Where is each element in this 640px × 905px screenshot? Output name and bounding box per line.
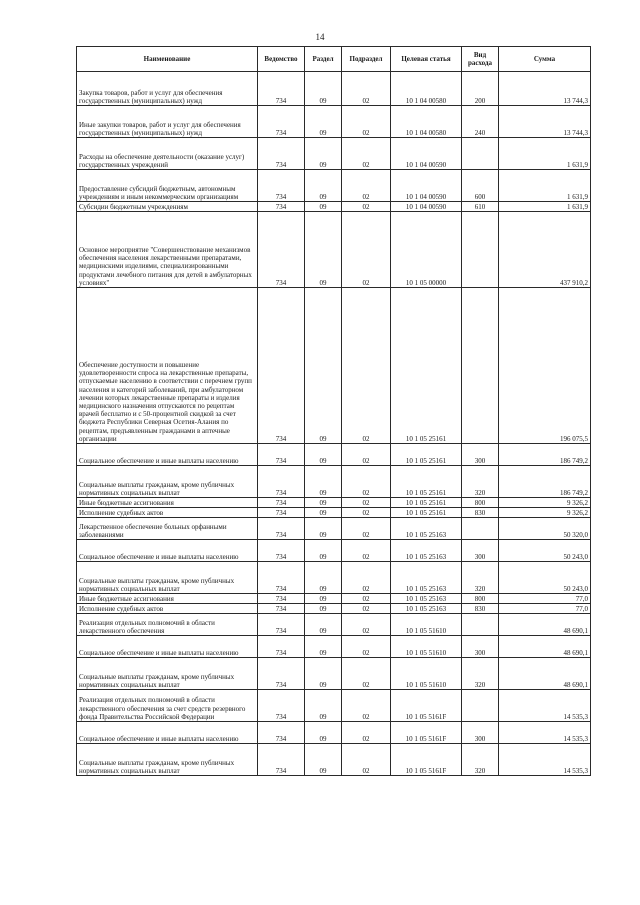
row-section-cell: 09	[305, 288, 342, 444]
row-section-cell: 09	[305, 614, 342, 636]
header-subsection: Подраздел	[342, 47, 391, 72]
row-sum-cell: 50 243,0	[499, 540, 591, 562]
row-name-cell: Социальные выплаты гражданам, кроме публичных нормативных социальных выплат	[77, 466, 258, 498]
table-row	[77, 288, 591, 444]
row-dept-cell: 734	[258, 562, 305, 594]
header-name: Наименование	[77, 47, 258, 72]
row-target-cell: 10 1 05 25161	[391, 444, 462, 466]
row-section-cell: 09	[305, 690, 342, 722]
row-type-cell	[462, 690, 499, 722]
row-dept-cell: 734	[258, 594, 305, 604]
table-row	[77, 744, 591, 776]
row-sum-cell: 13 744,3	[499, 72, 591, 106]
header-dept: Ведомство	[258, 47, 305, 72]
row-subsection-cell: 02	[342, 444, 391, 466]
row-dept-cell: 734	[258, 202, 305, 212]
row-target-cell: 10 1 04 00590	[391, 202, 462, 212]
row-name-cell: Иные бюджетные ассигнования	[77, 498, 258, 508]
row-type-cell: 320	[462, 562, 499, 594]
table-row	[77, 202, 591, 212]
row-dept-cell: 734	[258, 604, 305, 614]
row-type-cell: 320	[462, 466, 499, 498]
row-sum-cell: 196 075,5	[499, 288, 591, 444]
table-row	[77, 212, 591, 288]
row-subsection-cell: 02	[342, 212, 391, 288]
row-subsection-cell: 02	[342, 604, 391, 614]
row-sum-cell: 9 326,2	[499, 498, 591, 508]
row-dept-cell: 734	[258, 518, 305, 540]
row-sum-cell: 1 631,9	[499, 170, 591, 202]
row-target-cell: 10 1 05 25163	[391, 518, 462, 540]
row-subsection-cell: 02	[342, 288, 391, 444]
row-sum-cell: 48 690,1	[499, 614, 591, 636]
row-name-cell: Исполнение судебных актов	[77, 604, 258, 614]
row-target-cell: 10 1 05 5161F	[391, 744, 462, 776]
row-name-cell: Предоставление субсидий бюджетным, автономным учреждениям и иным некоммерческим организациям	[77, 170, 258, 202]
row-subsection-cell: 02	[342, 498, 391, 508]
row-type-cell	[462, 614, 499, 636]
table-row	[77, 170, 591, 202]
row-subsection-cell: 02	[342, 636, 391, 658]
table-body	[77, 72, 591, 776]
row-sum-cell: 50 320,0	[499, 518, 591, 540]
table-header-row	[77, 47, 591, 72]
row-target-cell: 10 1 04 00590	[391, 170, 462, 202]
row-section-cell: 09	[305, 604, 342, 614]
row-sum-cell: 48 690,1	[499, 658, 591, 690]
row-dept-cell: 734	[258, 508, 305, 518]
row-target-cell: 10 1 05 00000	[391, 212, 462, 288]
row-section-cell: 09	[305, 636, 342, 658]
row-dept-cell: 734	[258, 72, 305, 106]
row-name-cell: Основное мероприятие "Совершенствование механизмов обеспечения населения лекарственными препаратами, медицинскими изделиями, специализированными продуктами лечебного питания для детей в амбулаторных условиях"	[77, 212, 258, 288]
row-section-cell: 09	[305, 498, 342, 508]
row-subsection-cell: 02	[342, 540, 391, 562]
header-sum: Сумма	[499, 47, 591, 72]
row-subsection-cell: 02	[342, 562, 391, 594]
table-row	[77, 106, 591, 138]
row-dept-cell: 734	[258, 212, 305, 288]
row-section-cell: 09	[305, 202, 342, 212]
row-name-cell: Социальное обеспечение и иные выплаты населению	[77, 636, 258, 658]
row-section-cell: 09	[305, 594, 342, 604]
row-name-cell: Расходы на обеспечение деятельности (оказание услуг) государственных учреждений	[77, 138, 258, 170]
row-dept-cell: 734	[258, 636, 305, 658]
row-name-cell: Обеспечение доступности и повышение удовлетворенности спроса на лекарственные препараты, отпускаемые населению в соответствии с перечнем групп населения и категорий заболеваний, при амбулаторном лечении которых лекарственные препараты и изделия медицинского назначения отпускаются по рецептам врачей бесплатно и с 50-процентной скидкой за счет бюджета Республики Северная Осетия-Алания по рецептам, предъявленным гражданами в аптечные организации	[77, 288, 258, 444]
row-type-cell: 610	[462, 202, 499, 212]
row-subsection-cell: 02	[342, 614, 391, 636]
row-sum-cell: 48 690,1	[499, 636, 591, 658]
row-name-cell: Реализация отдельных полномочий в области лекарственного обеспечения	[77, 614, 258, 636]
row-section-cell: 09	[305, 722, 342, 744]
row-sum-cell: 50 243,0	[499, 562, 591, 594]
row-dept-cell: 734	[258, 690, 305, 722]
row-section-cell: 09	[305, 212, 342, 288]
table-row	[77, 604, 591, 614]
row-subsection-cell: 02	[342, 658, 391, 690]
table-row	[77, 466, 591, 498]
row-section-cell: 09	[305, 466, 342, 498]
header-target: Целевая статья	[391, 47, 462, 72]
table-row	[77, 540, 591, 562]
row-dept-cell: 734	[258, 466, 305, 498]
row-dept-cell: 734	[258, 170, 305, 202]
row-dept-cell: 734	[258, 106, 305, 138]
row-section-cell: 09	[305, 508, 342, 518]
row-type-cell	[462, 288, 499, 444]
row-sum-cell: 9 326,2	[499, 508, 591, 518]
row-target-cell: 10 1 04 00590	[391, 138, 462, 170]
row-dept-cell: 734	[258, 138, 305, 170]
row-section-cell: 09	[305, 540, 342, 562]
row-target-cell: 10 1 05 25163	[391, 562, 462, 594]
row-type-cell: 600	[462, 170, 499, 202]
row-type-cell	[462, 212, 499, 288]
row-sum-cell: 14 535,3	[499, 744, 591, 776]
row-target-cell: 10 1 05 25161	[391, 498, 462, 508]
row-dept-cell: 734	[258, 288, 305, 444]
row-target-cell: 10 1 05 25163	[391, 604, 462, 614]
row-sum-cell: 437 910,2	[499, 212, 591, 288]
row-subsection-cell: 02	[342, 690, 391, 722]
table-row	[77, 72, 591, 106]
row-name-cell: Социальное обеспечение и иные выплаты населению	[77, 722, 258, 744]
row-name-cell: Иные закупки товаров, работ и услуг для обеспечения государственных (муниципальных) нужд	[77, 106, 258, 138]
row-dept-cell: 734	[258, 614, 305, 636]
row-section-cell: 09	[305, 138, 342, 170]
row-subsection-cell: 02	[342, 518, 391, 540]
row-type-cell: 320	[462, 658, 499, 690]
row-target-cell: 10 1 05 51610	[391, 614, 462, 636]
row-sum-cell: 1 631,9	[499, 138, 591, 170]
row-target-cell: 10 1 05 25161	[391, 288, 462, 444]
row-type-cell: 800	[462, 594, 499, 604]
row-type-cell: 300	[462, 444, 499, 466]
row-type-cell: 200	[462, 72, 499, 106]
row-target-cell: 10 1 05 25161	[391, 466, 462, 498]
table-row	[77, 636, 591, 658]
table-row	[77, 508, 591, 518]
table-row	[77, 722, 591, 744]
row-dept-cell: 734	[258, 498, 305, 508]
row-dept-cell: 734	[258, 444, 305, 466]
row-name-cell: Социальные выплаты гражданам, кроме публичных нормативных социальных выплат	[77, 658, 258, 690]
row-subsection-cell: 02	[342, 72, 391, 106]
row-subsection-cell: 02	[342, 106, 391, 138]
row-name-cell: Иные бюджетные ассигнования	[77, 594, 258, 604]
row-section-cell: 09	[305, 518, 342, 540]
row-target-cell: 10 1 05 5161F	[391, 690, 462, 722]
row-name-cell: Социальное обеспечение и иные выплаты населению	[77, 444, 258, 466]
row-type-cell	[462, 138, 499, 170]
table-row	[77, 562, 591, 594]
row-section-cell: 09	[305, 444, 342, 466]
row-subsection-cell: 02	[342, 744, 391, 776]
row-type-cell: 300	[462, 722, 499, 744]
row-target-cell: 10 1 05 25163	[391, 540, 462, 562]
row-sum-cell: 186 749,2	[499, 466, 591, 498]
row-section-cell: 09	[305, 658, 342, 690]
row-type-cell: 240	[462, 106, 499, 138]
row-type-cell: 320	[462, 744, 499, 776]
row-subsection-cell: 02	[342, 170, 391, 202]
row-section-cell: 09	[305, 170, 342, 202]
row-name-cell: Закупка товаров, работ и услуг для обеспечения государственных (муниципальных) нужд	[77, 72, 258, 106]
table-row	[77, 444, 591, 466]
row-name-cell: Социальные выплаты гражданам, кроме публичных нормативных социальных выплат	[77, 744, 258, 776]
row-subsection-cell: 02	[342, 508, 391, 518]
row-dept-cell: 734	[258, 744, 305, 776]
table-row	[77, 594, 591, 604]
row-sum-cell: 1 631,9	[499, 202, 591, 212]
budget-table	[76, 46, 591, 776]
row-section-cell: 09	[305, 562, 342, 594]
table-row	[77, 614, 591, 636]
row-type-cell: 800	[462, 498, 499, 508]
header-section: Раздел	[305, 47, 342, 72]
row-target-cell: 10 1 05 25163	[391, 594, 462, 604]
table-row	[77, 498, 591, 508]
row-name-cell: Социальное обеспечение и иные выплаты населению	[77, 540, 258, 562]
row-sum-cell: 186 749,2	[499, 444, 591, 466]
row-target-cell: 10 1 05 51610	[391, 658, 462, 690]
row-target-cell: 10 1 05 25161	[391, 508, 462, 518]
row-sum-cell: 77,0	[499, 604, 591, 614]
row-sum-cell: 77,0	[499, 594, 591, 604]
row-subsection-cell: 02	[342, 594, 391, 604]
page-number: 14	[315, 32, 325, 42]
row-section-cell: 09	[305, 72, 342, 106]
table-row	[77, 518, 591, 540]
row-name-cell: Исполнение судебных актов	[77, 508, 258, 518]
table-row	[77, 658, 591, 690]
row-dept-cell: 734	[258, 722, 305, 744]
row-type-cell: 300	[462, 636, 499, 658]
row-target-cell: 10 1 04 00580	[391, 72, 462, 106]
row-type-cell	[462, 518, 499, 540]
row-name-cell: Субсидии бюджетным учреждениям	[77, 202, 258, 212]
row-target-cell: 10 1 04 00580	[391, 106, 462, 138]
row-type-cell: 300	[462, 540, 499, 562]
row-type-cell: 830	[462, 604, 499, 614]
row-name-cell: Лекарственное обеспечение больных орфанными заболеваниями	[77, 518, 258, 540]
header-type: Вид расхода	[462, 47, 499, 72]
row-section-cell: 09	[305, 106, 342, 138]
row-target-cell: 10 1 05 5161F	[391, 722, 462, 744]
row-sum-cell: 13 744,3	[499, 106, 591, 138]
row-target-cell: 10 1 05 51610	[391, 636, 462, 658]
row-section-cell: 09	[305, 744, 342, 776]
row-subsection-cell: 02	[342, 466, 391, 498]
row-sum-cell: 14 535,3	[499, 690, 591, 722]
table-row	[77, 690, 591, 722]
row-dept-cell: 734	[258, 658, 305, 690]
row-type-cell: 830	[462, 508, 499, 518]
row-subsection-cell: 02	[342, 138, 391, 170]
row-name-cell: Реализация отдельных полномочий в области лекарственного обеспечения за счет средств резервного фонда Правительства Российской Федерации	[77, 690, 258, 722]
row-dept-cell: 734	[258, 540, 305, 562]
row-sum-cell: 14 535,3	[499, 722, 591, 744]
row-subsection-cell: 02	[342, 202, 391, 212]
row-subsection-cell: 02	[342, 722, 391, 744]
table-row	[77, 138, 591, 170]
row-name-cell: Социальные выплаты гражданам, кроме публичных нормативных социальных выплат	[77, 562, 258, 594]
